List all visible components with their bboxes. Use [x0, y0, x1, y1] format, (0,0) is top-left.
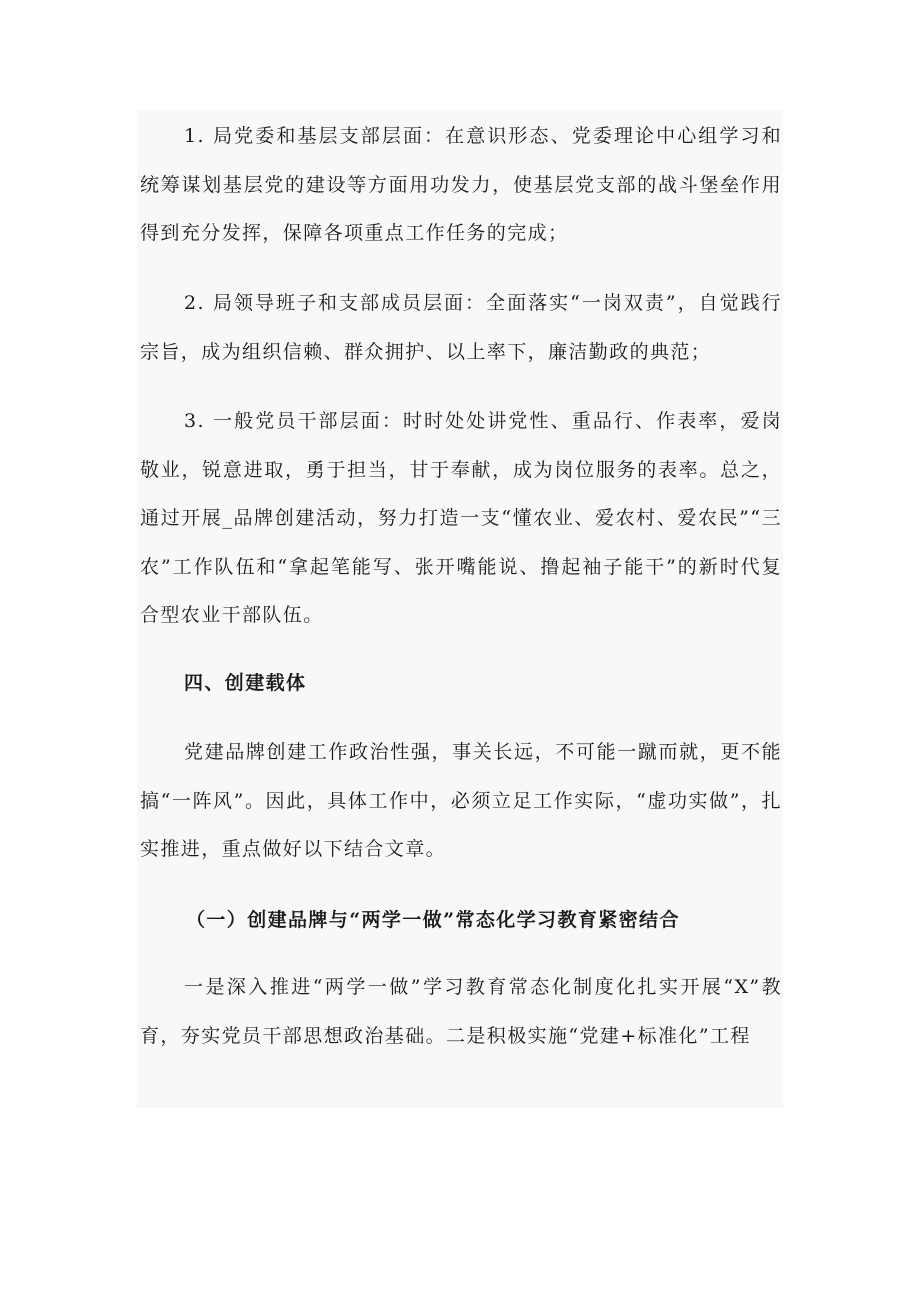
- item-2-paragraph: 2. 局领导班子和支部成员层面：全面落实“一岗双责”，自觉践行宗旨，成为组织信赖、群众拥护、以上率下，廉洁勤政的典范；: [140, 292, 782, 363]
- section-heading: 四、创建载体: [184, 672, 307, 694]
- item-1-paragraph: 1. 局党委和基层支部层面：在意识形态、党委理论中心组学习和统筹谋划基层党的建设等方面用功发力，使基层党支部的战斗堡垒作用得到充分发挥，保障各项重点工作任务的完成；: [140, 125, 782, 244]
- subsection-body-paragraph: 一是深入推进“两学一做”学习教育常态化制度化扎实开展“X”教育，夯实党员干部思想政治基础。二是积极实施“党建+标准化”工程: [140, 976, 782, 1047]
- subsection-heading: （一）创建品牌与“两学一做”常态化学习教育紧密结合: [186, 909, 680, 931]
- item-3-paragraph: 3. 一般党员干部层面：时时处处讲党性、重品行、作表率，爱岗敬业，锐意进取，勇于担当，甘于奉献，成为岗位服务的表率。总之，通过开展_品牌创建活动，努力打造一支“懂农业、爱农村、爱农民”“三农”工作队伍和“拿起笔能写、张开嘴能说、撸起袖子能干”的新时代复合型农业干部队伍。: [140, 410, 782, 626]
- section-body-paragraph: 党建品牌创建工作政治性强，事关长远，不可能一蹴而就，更不能搞“一阵风”。因此，具体工作中，必须立足工作实际，“虚功实做”，扎实推进，重点做好以下结合文章。: [140, 741, 782, 860]
